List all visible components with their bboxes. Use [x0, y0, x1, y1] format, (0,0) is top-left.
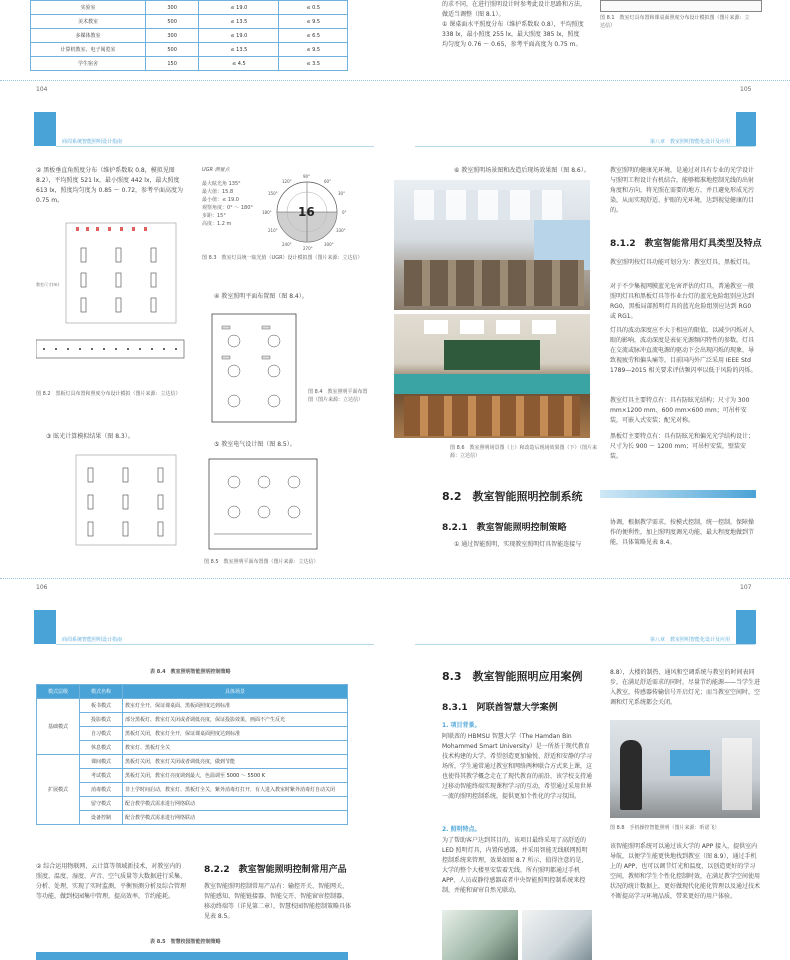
- table-8-5-header: [36, 952, 348, 960]
- header-color-block: [34, 610, 56, 644]
- ugr-line: 高度：1.2 m: [202, 221, 232, 227]
- figure-8-1-image: [600, 0, 762, 12]
- angle-label: 210°: [268, 228, 278, 233]
- classroom-scene-photo: [394, 180, 590, 310]
- table-row: 留守模式 配合教学模式需求进行网络联动: [37, 797, 348, 811]
- table-8-4: [36, 684, 348, 825]
- paragraph: 教室照明按灯具功能可划分为：教室灯具、黑板灯具。: [610, 259, 755, 266]
- table-8-4-title: 表 8.4 教室照明智能照明控制策略: [150, 669, 231, 675]
- figure-8-2-caption: 图 8.2 黑板灯具布置和照度分布设计模拟（图片来源：立达信）: [36, 391, 181, 397]
- table-row: 实验室 300 ≤ 19.0 ≤ 0.5: [31, 1, 348, 15]
- paragraph: ② 综合运用物联网、云计算等领域新技术，对教室内的照度、温度、湿度、声音、空气质量等大数据进行采集、分析、处理，实现了实时监测，平衡预测分析及综合管理等功能，做到校园集中管理，提高效率，节约能耗。: [36, 863, 187, 900]
- table-row: 学生宿舍 150 ≤ 4.5 ≤ 3.5: [31, 57, 348, 71]
- paragraph: ④ 教室照明平面布置图（图 8.4）。: [214, 293, 308, 300]
- running-header-right: 第八章 教室照明智能化设计及应用: [650, 139, 731, 145]
- running-header-left: 商周系统智能照明设计指南: [62, 637, 123, 643]
- table-row: 基础模式 板书模式 教室灯全开，保证课桌面、黑板面照度达到标准: [37, 699, 348, 713]
- header-rule: [415, 146, 755, 147]
- running-header-left: 商周系统智能照明设计指南: [62, 139, 123, 145]
- ugr-value: 16: [298, 205, 315, 219]
- figure-8-2-drawing: [36, 218, 186, 373]
- ugr-line: 最小值：≤ 19.0: [202, 197, 239, 203]
- ugr-line: 最大眩光角 135°: [202, 181, 241, 187]
- table-row: 计算机教室、电子阅览室 500 ≤ 13.5 ≤ 9.5: [31, 43, 348, 57]
- paragraph: 灯具的波动深度应不大于相应的限值，以减少闪烁对人眼的影响，波动深度是表征光源频闪特性的参数。灯具在交流或脉冲直流电源的驱动下会出现闪烁的现象，导致视疲劳和偏头痛等，目前国内外广泛采用 IEEE Std 1789—2015 相关要求评估频闪率以低于风险的闪烁。: [610, 327, 757, 374]
- figure-8-5-electrical-plan: [204, 454, 324, 554]
- page-divider: [0, 80, 790, 81]
- ugr-title: UGR 测量点: [202, 167, 230, 173]
- campus-photo-2: [522, 910, 592, 960]
- paragraph: 对于不少集视网膜蓝光危害评估的灯具，普通教室一般照明灯具和黑板灯具等作业台灯的蓝光危险组别应达到 RG0，黑板局部照明灯具的蓝光危险组别应达到 RG0 或 RG1。: [610, 283, 756, 320]
- table-row: 多媒体教室 300 ≤ 19.0 ≤ 6.5: [31, 29, 348, 43]
- section-heading-8-2: 8.2 教室智能照明控制系统: [442, 490, 583, 503]
- top-table: [30, 0, 348, 71]
- header-color-block: [736, 610, 756, 644]
- section-heading-8-3-1: 8.3.1 阿联酋智慧大学案例: [442, 703, 558, 713]
- campus-photo-1: [442, 910, 518, 960]
- figure-8-8-caption: 图 8.8 手机操控智能照明（图片来源：昕诺飞）: [610, 825, 720, 831]
- subheading-features: 2. 照明特点。: [442, 826, 481, 833]
- table-row: 自习模式 黑板灯关闭，教室灯全开，保证课桌面照度达到标准: [37, 727, 348, 741]
- header-color-block: [736, 112, 756, 146]
- ugr-line: 步距：15°: [202, 213, 226, 219]
- table-row: 消毒模式 非上学时间启动，教室灯、黑板灯全关，紫外消毒灯打开，有人进入教室时紫外消毒灯自动关闭: [37, 783, 348, 797]
- page-number: 105: [740, 86, 752, 93]
- page-number: 104: [36, 86, 48, 93]
- angle-label: 30°: [338, 191, 346, 196]
- angle-label: 240°: [282, 242, 292, 247]
- table-8-5-title: 表 8.5 智慧校园智能控制策略: [150, 939, 221, 945]
- header-rule: [56, 146, 374, 147]
- header-rule: [56, 644, 374, 645]
- paragraph: ⑤ 教室电气设计图（图 8.5）。: [214, 441, 296, 448]
- angle-label: 150°: [268, 191, 278, 196]
- section-heading-8-3: 8.3 教室智能照明应用案例: [442, 670, 583, 683]
- paragraph: 教室灯具主要特点有：具有防眩光结构；尺寸为 300 mm×1200 mm、600 mm×600 mm；可吊杆安装，可嵌入式安装；配光对称。: [610, 397, 752, 424]
- paragraph: 协调，根据教学需求，按模式控制，统一控制，保障操作的便利性，加上照明度调光功能，最大程度地做到节能，具体策略见表 8.4。: [610, 519, 755, 546]
- figure-8-8-photo: [610, 720, 760, 818]
- subheading-background: 1. 项目背景。: [442, 722, 481, 729]
- paragraph: 为了帮助客户达到其目的，该项目最终采用了高舒适的 LED 照明灯具，内置传感器，并采用智能无线联网照明控制系统来管理，效果如图 8.7 所示，值得注意的是，大学的整个大楼里安装着无线，所有照明都通过手机 APP、人员或静待感器或者中央智能照明控制系统来控制，并能和窗帘自然光联动。: [442, 837, 588, 894]
- section-heading-8-2-1: 8.2.1 教室智能照明控制策略: [442, 523, 567, 533]
- table-row: 投影模式 部分黑板灯、教室灯关闭或者调低亮度，保证投影效果，画面不产生反光: [37, 713, 348, 727]
- paragraph: 阿联酋的 HBMSU 智慧大学（The Hamdan Bin Mohammed Smart University）是一所基于现代教育技术构建的大学，希望创造更加愉悦、舒适和安静的学习场所，学生通常通过教室和网络两种联合方式来上课，这也使得其教学概念走在了现代教育的前沿，该学校支持通过移动智能终端实现课程学习的互动，希望通过采用世界一流的照明控制系统，提供更加个性化的学习氛围。: [442, 733, 593, 800]
- ugr-polar-diagram: [262, 170, 352, 250]
- angle-label: 330°: [336, 228, 346, 233]
- header-rule: [415, 644, 755, 645]
- table-row: 扩展模式 课间模式 黑板灯关闭，教室灯关闭或者调低亮度，做到节能: [37, 755, 348, 769]
- paragraph: 教室照明的健康光环境，是通过对具有专业的光学设计与照明工程设计有机结合，能够精准地控制光线的出射角度和方向，将光照在需要的地方，并且避免形成光污染，从而实现舒适、护眼的光环境，达到视觉健康的目的。: [610, 167, 755, 214]
- table-row: 考试模式 黑板灯关闭，教室灯亮度调到最大，色温调至 5000 ～ 5500 K: [37, 769, 348, 783]
- angle-label: 270°: [303, 246, 313, 250]
- angle-label: 90°: [303, 174, 311, 179]
- page-divider: [0, 578, 790, 579]
- figure-8-6-caption: 图 8.6 教室照明场景图（上）和改造后现场效果图（下）（图片来源：立达信）: [450, 445, 598, 459]
- section-heading-8-2-2: 8.2.2 教室智能照明控制常用产品: [204, 865, 347, 875]
- angle-label: 300°: [324, 242, 334, 247]
- table-row: 设备控制 配合教学模式需求进行网络联动: [37, 811, 348, 825]
- angle-label: 120°: [282, 179, 292, 184]
- paragraph: 该智能照明系统可以通过该大学的 APP 接入，提供室内导航，以便学生能更快地找到教室（图 8.9），通过手机上的 APP，也可以调节灯光和温度，以创造更好的学习空间，教师和学生个性化控制时效，在满足教学空间使用状况的统计数据上，更好做现代化能化管理以及通过技术不断提高学习环境品质，带来更好的用户体验。: [610, 843, 761, 900]
- paragraph: 黑板灯主要特点有：具有防眩光和偏光光学结构设计；尺寸为长 900 ～ 1200 mm；可吊杆安装，壁装安装。: [610, 433, 755, 460]
- angle-label: 0°: [342, 210, 347, 215]
- top-right-text: 的求不同，在进行照明设计时参考此设计思路和方法， 做适当调整（图 8.1）。 ① 课桌面水平照度分布（维护系数取 0.8），平均照度 338 lx，最小照度 255 lx，最大照度 385 lx，照度 均匀度为 0.76 ～ 0.65，参考平面高度为 0.75 m。: [442, 1, 587, 48]
- paragraph: ⑥ 教室照明场景图和改造后现场效果图（图 8.6）。: [454, 167, 590, 174]
- paragraph: ① 通过智能照明，实现教室照明灯具智能连接与: [454, 541, 582, 548]
- heading-accent-bar: [600, 490, 756, 498]
- section-heading-8-1-2: 8.1.2 教室智能常用灯具类型及特点: [610, 239, 762, 249]
- page-number: 107: [740, 584, 752, 591]
- angle-label: 180°: [262, 210, 272, 215]
- figure-8-4-floor-plan: [204, 306, 304, 430]
- classroom-after-photo: [394, 314, 590, 438]
- table-row: 美术教室 500 ≤ 13.5 ≤ 9.5: [31, 15, 348, 29]
- running-header-right: 第八章 教室照明智能化设计及应用: [650, 637, 731, 643]
- figure-8-4-caption: 图 8.4 教室照明平面布置图（图片来源：立达信）: [308, 389, 368, 403]
- figure-8-5-caption: 图 8.5 教室照明平面布置图（图片来源：立达信）: [204, 559, 319, 565]
- svg-text:教室尺寸(m): 教室尺寸(m): [36, 282, 60, 287]
- paragraph: 8.8），大楼的制热、通风和空调系统与教室的时间表同步，在满足舒适需求的同时，尽量节约能源——当学生进入教室，传感器传输信号开启灯光；而当教室空间时，空调和灯光系统都会关闭。: [610, 669, 761, 706]
- figure-8-1-caption: 图 8.1 教室灯具布置和课桌面照度分布设计模拟图（图片来源：立达信）: [600, 15, 750, 29]
- table-row: 休息模式 教室灯、黑板灯全关: [37, 741, 348, 755]
- paragraph: ② 黑板垂直角照度分布（维护系数取 0.8，模拟见图 8.2），平均照度 521 lx，最小照度 442 lx，最大照度 613 lx，照度均匀度为 0.85 ～ 0.72，参考平面高度为 0.75 m。: [36, 167, 185, 204]
- ugr-line: 观察角度：0° ～ 180°: [202, 205, 253, 211]
- figure-8-3-glare-drawing: [66, 450, 186, 550]
- paragraph: 教室智能照明控制常用产品有：输控开关、智能网关、智能感知、智能链接器、智能交开、智能窗帘控制器、移动终端等（详见第二章），智慧校园智能控制策略具体见表 8.5。: [204, 883, 352, 920]
- page-number: 106: [36, 584, 48, 591]
- paragraph: ③ 眩光计算模拟结果（图 8.3）。: [46, 433, 134, 440]
- ugr-line: 最大值：15.8: [202, 189, 234, 195]
- angle-label: 60°: [324, 179, 332, 184]
- header-color-block: [34, 112, 56, 146]
- figure-8-3-caption: 图 8.3 教室灯具统一眩光值（UGR）设计模拟图（图片来源：立达信）: [202, 255, 363, 261]
- table-header-row: 模式层级 模式名称 具体场景: [37, 685, 348, 699]
